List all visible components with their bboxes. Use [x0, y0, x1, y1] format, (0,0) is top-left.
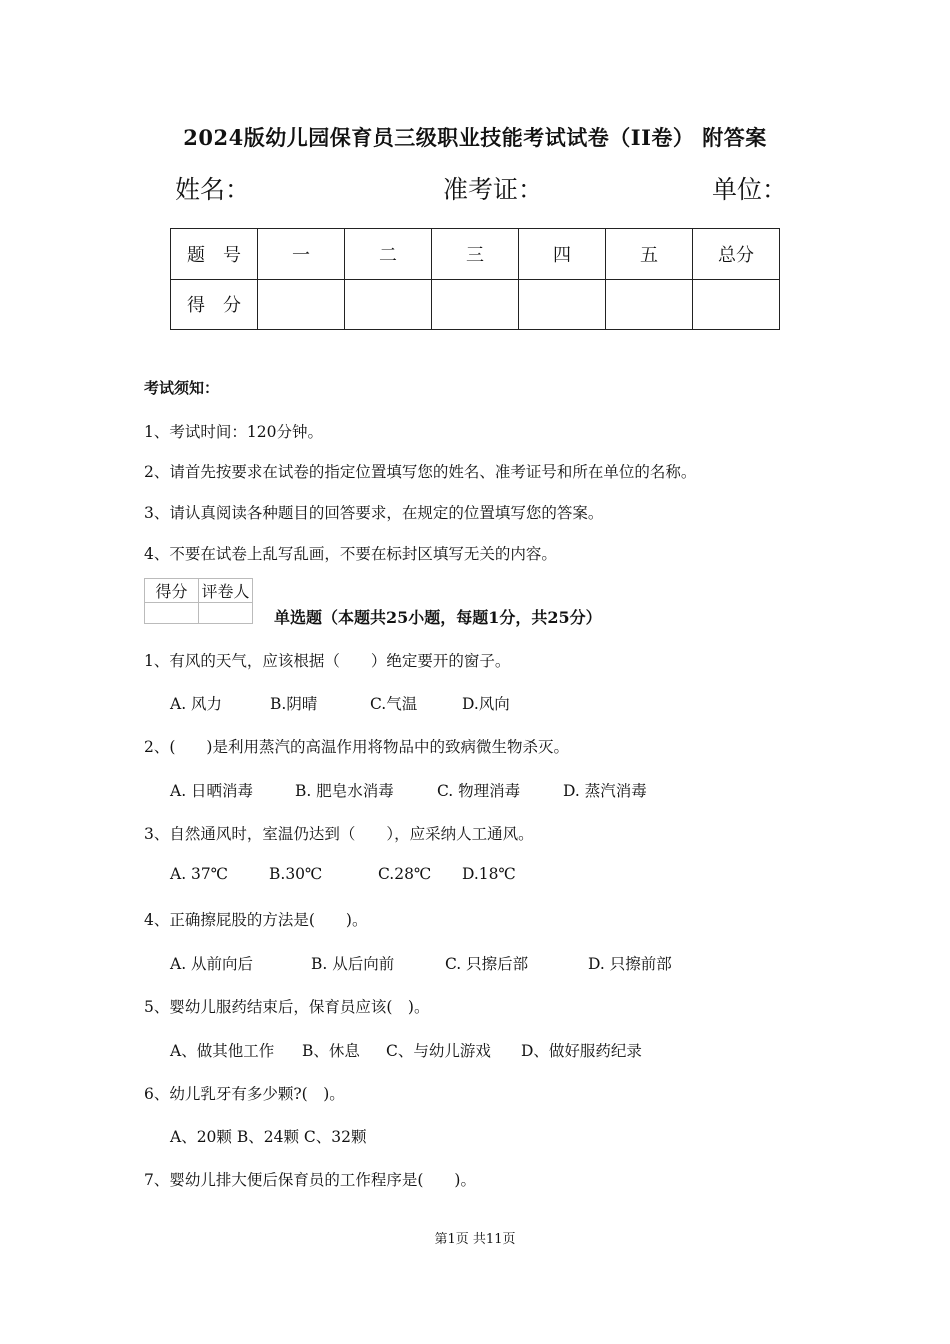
option: D.18℃	[462, 865, 516, 883]
option: A、做其他工作	[170, 1042, 275, 1060]
unit-label: 单位：	[712, 175, 788, 204]
score-cell-header: 四	[519, 229, 606, 280]
option: C. 只擦后部	[445, 955, 529, 973]
score-cell-header: 一	[258, 229, 345, 280]
notice-item: 4、不要在试卷上乱写乱画，不要在标封区填写无关的内容。	[144, 545, 557, 563]
option: B.30℃	[269, 865, 323, 883]
section-title: 单选题（本题共25小题，每题1分，共25分）	[274, 608, 602, 627]
notice-item: 1、考试时间：120分钟。	[144, 423, 323, 441]
grader-score-cell	[145, 603, 199, 624]
option: B.阴晴	[270, 695, 318, 713]
question-text: 3、自然通风时，室温仍达到（ ），应采纳人工通风。	[144, 825, 534, 843]
option: C. 物理消毒	[437, 782, 521, 800]
question-text: 6、幼儿乳牙有多少颗?( )。	[144, 1085, 345, 1103]
score-cell-empty	[432, 279, 519, 330]
question-text: 5、婴幼儿服药结束后，保育员应该( )。	[144, 998, 430, 1016]
option: B. 肥皂水消毒	[295, 782, 394, 800]
option: A、20颗 B、24颗 C、32颗	[170, 1128, 367, 1146]
grader-score-label: 得分	[145, 579, 199, 603]
notice-item: 3、请认真阅读各种题目的回答要求，在规定的位置填写您的答案。	[144, 504, 604, 522]
score-cell-empty	[693, 279, 780, 330]
option: B. 从后向前	[311, 955, 395, 973]
grader-reviewer-label: 评卷人	[199, 579, 253, 603]
question-text: 2、( )是利用蒸汽的高温作用将物品中的致病微生物杀灭。	[144, 738, 569, 756]
score-cell-header: 总分	[693, 229, 780, 280]
score-cell-header: 五	[606, 229, 693, 280]
notice-item: 2、请首先按要求在试卷的指定位置填写您的姓名、准考证号和所在单位的名称。	[144, 463, 697, 481]
question-text: 1、有风的天气，应该根据（ ）绝定要开的窗子。	[144, 652, 511, 670]
score-table	[170, 228, 780, 330]
exam-id-label: 准考证：	[443, 175, 544, 204]
grader-reviewer-cell	[199, 603, 253, 624]
score-cell-label: 得 分	[171, 279, 258, 330]
name-label: 姓名：	[175, 175, 251, 204]
grader-box	[144, 578, 253, 624]
option: A. 日晒消毒	[170, 782, 254, 800]
option: D. 蒸汽消毒	[563, 782, 647, 800]
option: B、休息	[302, 1042, 360, 1060]
score-table-header-row	[171, 229, 780, 280]
score-cell-header: 三	[432, 229, 519, 280]
score-table-score-row	[171, 279, 780, 330]
option: C、与幼儿游戏	[386, 1042, 491, 1060]
score-cell-header: 二	[345, 229, 432, 280]
score-cell-empty	[519, 279, 606, 330]
page-footer: 第1页 共11页	[434, 1232, 516, 1247]
score-cell-empty	[345, 279, 432, 330]
score-cell-label: 题 号	[171, 229, 258, 280]
question-text: 4、正确擦屁股的方法是( )。	[144, 911, 368, 929]
score-cell-empty	[606, 279, 693, 330]
option: A. 37℃	[170, 865, 229, 883]
option: C.气温	[370, 695, 418, 713]
option: D. 只擦前部	[588, 955, 672, 973]
option: D、做好服药纪录	[521, 1042, 642, 1060]
option: A. 风力	[170, 695, 223, 713]
notice-heading: 考试须知：	[144, 379, 220, 397]
score-cell-empty	[258, 279, 345, 330]
question-text: 7、婴幼儿排大便后保育员的工作程序是( )。	[144, 1171, 476, 1189]
option: C.28℃	[378, 865, 432, 883]
option: A. 从前向后	[170, 955, 254, 973]
option: D.风向	[462, 695, 510, 713]
exam-title: 2024版幼儿园保育员三级职业技能考试试卷（II卷） 附答案	[183, 125, 767, 150]
